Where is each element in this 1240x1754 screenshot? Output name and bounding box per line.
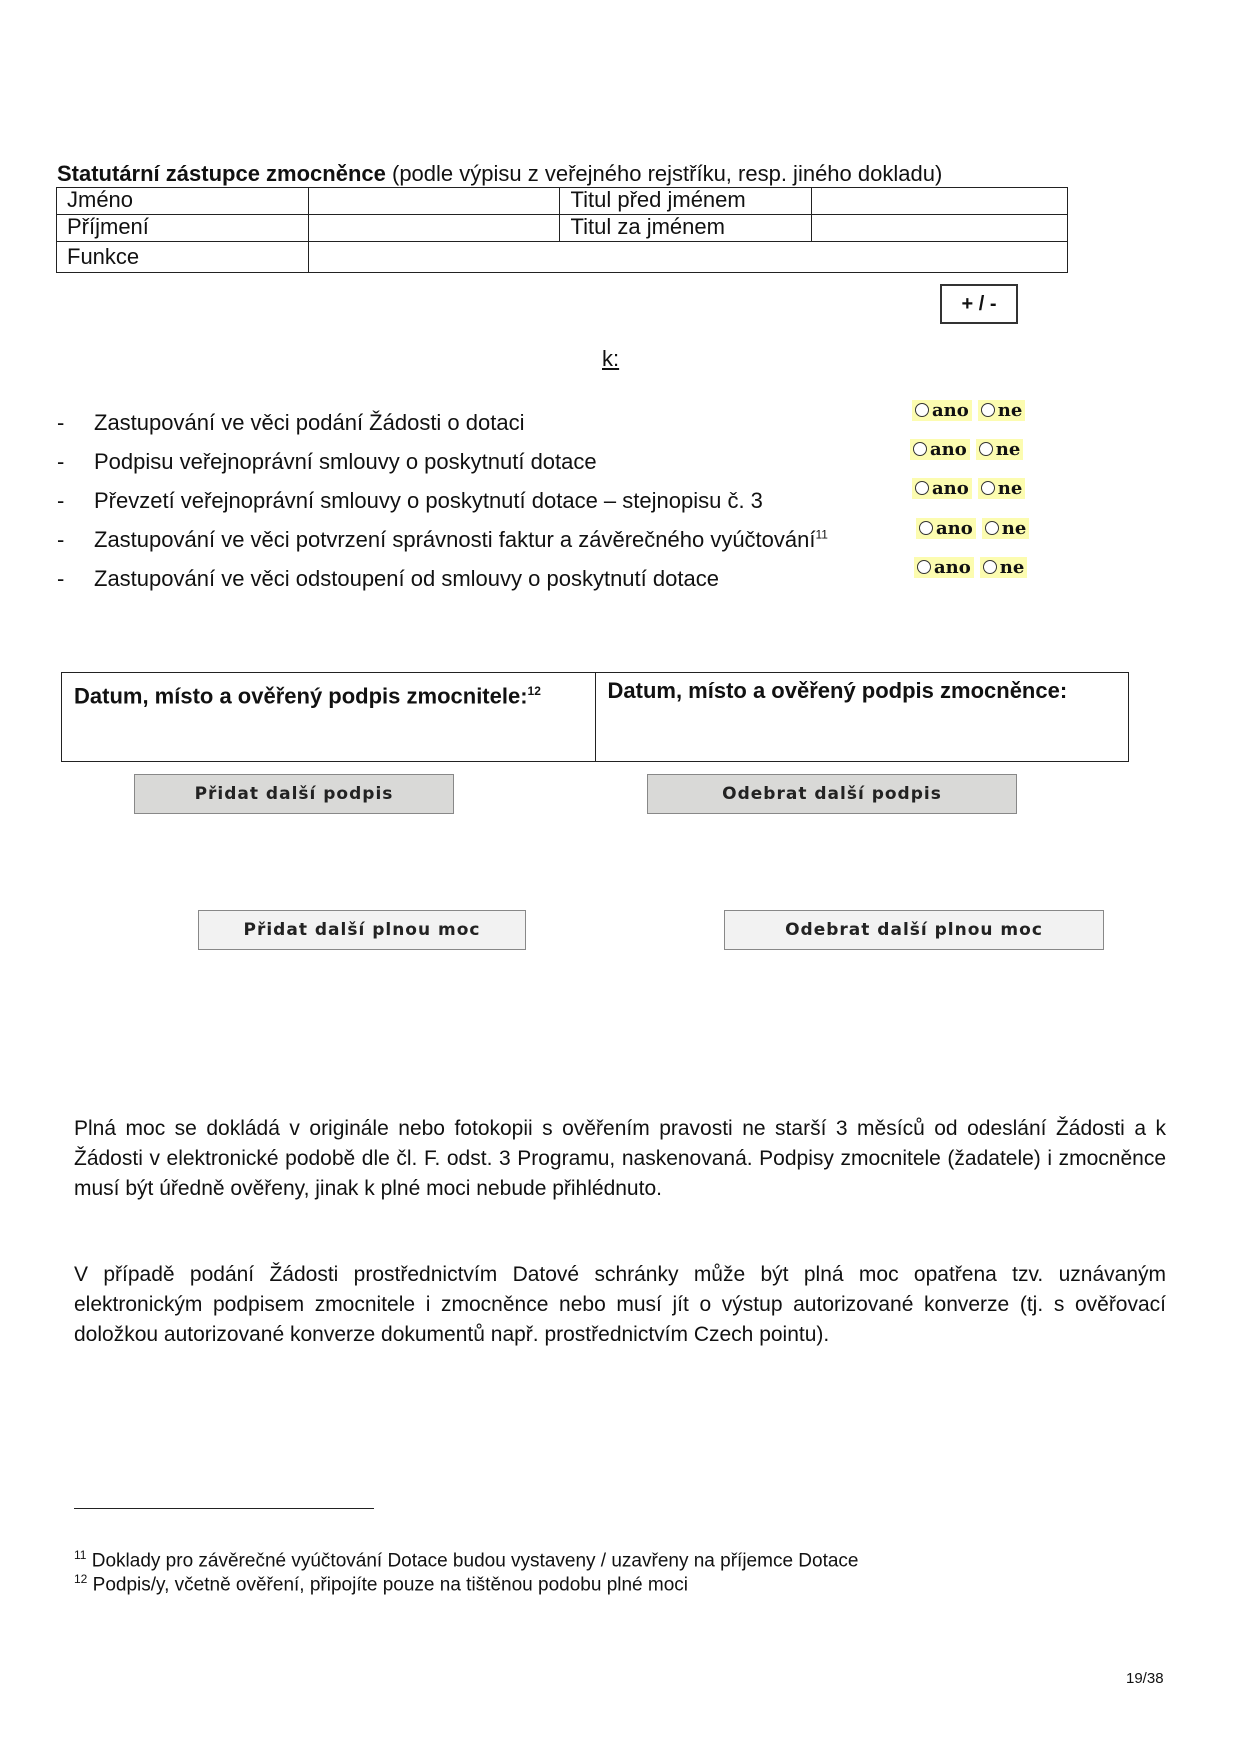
radio-group-5 (914, 557, 1033, 578)
remove-signature-button[interactable]: Odebrat další podpis (647, 774, 1017, 814)
add-remove-row-button[interactable]: + / - (940, 284, 1018, 324)
label-titul-za: Titul za jménem (560, 215, 812, 242)
field-titul-za[interactable] (812, 215, 1068, 242)
radio-no-4[interactable]: ne (982, 518, 1030, 539)
label-titul-pred: Titul před jménem (560, 188, 812, 215)
radio-circle-icon (985, 521, 999, 535)
list-item: - Zastupování ve věci podání Žádosti o dotaci (57, 410, 525, 435)
radio-circle-icon (919, 521, 933, 535)
statutory-heading (57, 162, 942, 186)
statutory-heading-rest: (podle výpisu z veřejného rejstříku, resp. jiného dokladu) (385, 161, 943, 186)
radio-circle-icon (983, 560, 997, 574)
list-item-text: Zastupování ve věci potvrzení správnosti faktur a závěrečného vyúčtování (94, 527, 816, 552)
radio-circle-icon (981, 481, 995, 495)
radio-circle-icon (913, 442, 927, 456)
radio-yes-3[interactable]: ano (912, 478, 972, 499)
radio-circle-icon (917, 560, 931, 574)
footnote-ref-12: 12 (527, 684, 541, 698)
label-jmeno: Jméno (57, 188, 309, 215)
radio-yes-4[interactable]: ano (916, 518, 976, 539)
k-label: k: (602, 346, 620, 371)
footnote-12: $^{12}$ Podpis/y, včetně ověření, připojíte pouze na tištěnou podobu plné moci (74, 1572, 689, 1596)
list-item: - Převzetí veřejnoprávní smlouvy o poskytnutí dotace – stejnopisu č. 3 (57, 488, 763, 513)
note-paragraph-1: Plná moc se dokládá v originále nebo fotokopii s ověřením pravosti ne starší 3 měsíců od odeslání Žádosti a k Žádosti v elektronické podobě dle čl. F. odst. 3 Programu, naskenovaná. Podpisy zmocnitele (žadatele) i zmocněnce musí být úředně ověřeny, jinak k plné moci nebude přihlédnuto. (74, 1117, 1166, 1200)
radio-no-5[interactable]: ne (980, 557, 1028, 578)
radio-yes-5[interactable]: ano (914, 557, 974, 578)
radio-group-4 (916, 518, 1035, 539)
label-funkce: Funkce (57, 242, 309, 273)
label-prijmeni: Příjmení (57, 215, 309, 242)
footnote-11: $^{11}$ Doklady pro závěrečné vyúčtování Dotace budou vystaveny / uzavřeny na příjemce Dotace (74, 1548, 859, 1572)
radio-circle-icon (915, 481, 929, 495)
list-item: - Zastupování ve věci odstoupení od smlouvy o poskytnutí dotace (57, 566, 719, 591)
field-jmeno[interactable] (308, 188, 560, 215)
field-prijmeni[interactable] (308, 215, 560, 242)
field-funkce[interactable] (308, 242, 1067, 273)
radio-yes-1[interactable]: ano (912, 400, 972, 421)
signature-cell-attorney[interactable]: Datum, místo a ověřený podpis zmocněnce: (595, 673, 1129, 761)
list-item-text: Převzetí veřejnoprávní smlouvy o poskytnutí dotace – stejnopisu č. 3 (94, 488, 763, 513)
radio-circle-icon (981, 403, 995, 417)
statutory-heading-bold: Statutární zástupce zmocněnce (57, 161, 386, 186)
list-item: - Podpisu veřejnoprávní smlouvy o poskytnutí dotace (57, 449, 597, 474)
signature-table (61, 672, 1129, 762)
radio-yes-2[interactable]: ano (910, 439, 970, 460)
radio-no-3[interactable]: ne (978, 478, 1026, 499)
radio-group-2 (910, 439, 1029, 460)
page-number: 19/38 (1126, 1670, 1164, 1687)
list-item: - Zastupování ve věci potvrzení správnosti faktur a závěrečného vyúčtování$^{11}$ (57, 527, 828, 552)
footnote-divider (74, 1508, 374, 1509)
remove-power-of-attorney-button[interactable]: Odebrat další plnou moc (724, 910, 1104, 950)
radio-group-1 (912, 400, 1031, 421)
list-item-text: Podpisu veřejnoprávní smlouvy o poskytnutí dotace (94, 449, 597, 474)
add-power-of-attorney-button[interactable]: Přidat další plnou moc (198, 910, 526, 950)
list-item-text: Zastupování ve věci odstoupení od smlouvy o poskytnutí dotace (94, 566, 719, 591)
add-signature-button[interactable]: Přidat další podpis (134, 774, 454, 814)
radio-circle-icon (915, 403, 929, 417)
statutory-table (56, 187, 1068, 273)
radio-group-3 (912, 478, 1031, 499)
radio-no-1[interactable]: ne (978, 400, 1026, 421)
radio-no-2[interactable]: ne (976, 439, 1024, 460)
signature-cell-grantor[interactable]: Datum, místo a ověřený podpis zmocnitele:$^{12}$ (74, 683, 541, 709)
footnote-ref-11: 11 (815, 527, 828, 542)
field-titul-pred[interactable] (812, 188, 1068, 215)
radio-circle-icon (979, 442, 993, 456)
list-item-text: Zastupování ve věci podání Žádosti o dotaci (94, 410, 525, 435)
note-paragraph-2: V případě podání Žádosti prostřednictvím Datové schránky může být plná moc opatřena tzv. uznávaným elektronickým podpisem zmocnitele i zmocněnce nebo musí jít o výstup autorizované konverze (tj. s ověřovací doložkou autorizované konverze dokumentů např. prostřednictvím Czech pointu). (74, 1263, 1166, 1346)
